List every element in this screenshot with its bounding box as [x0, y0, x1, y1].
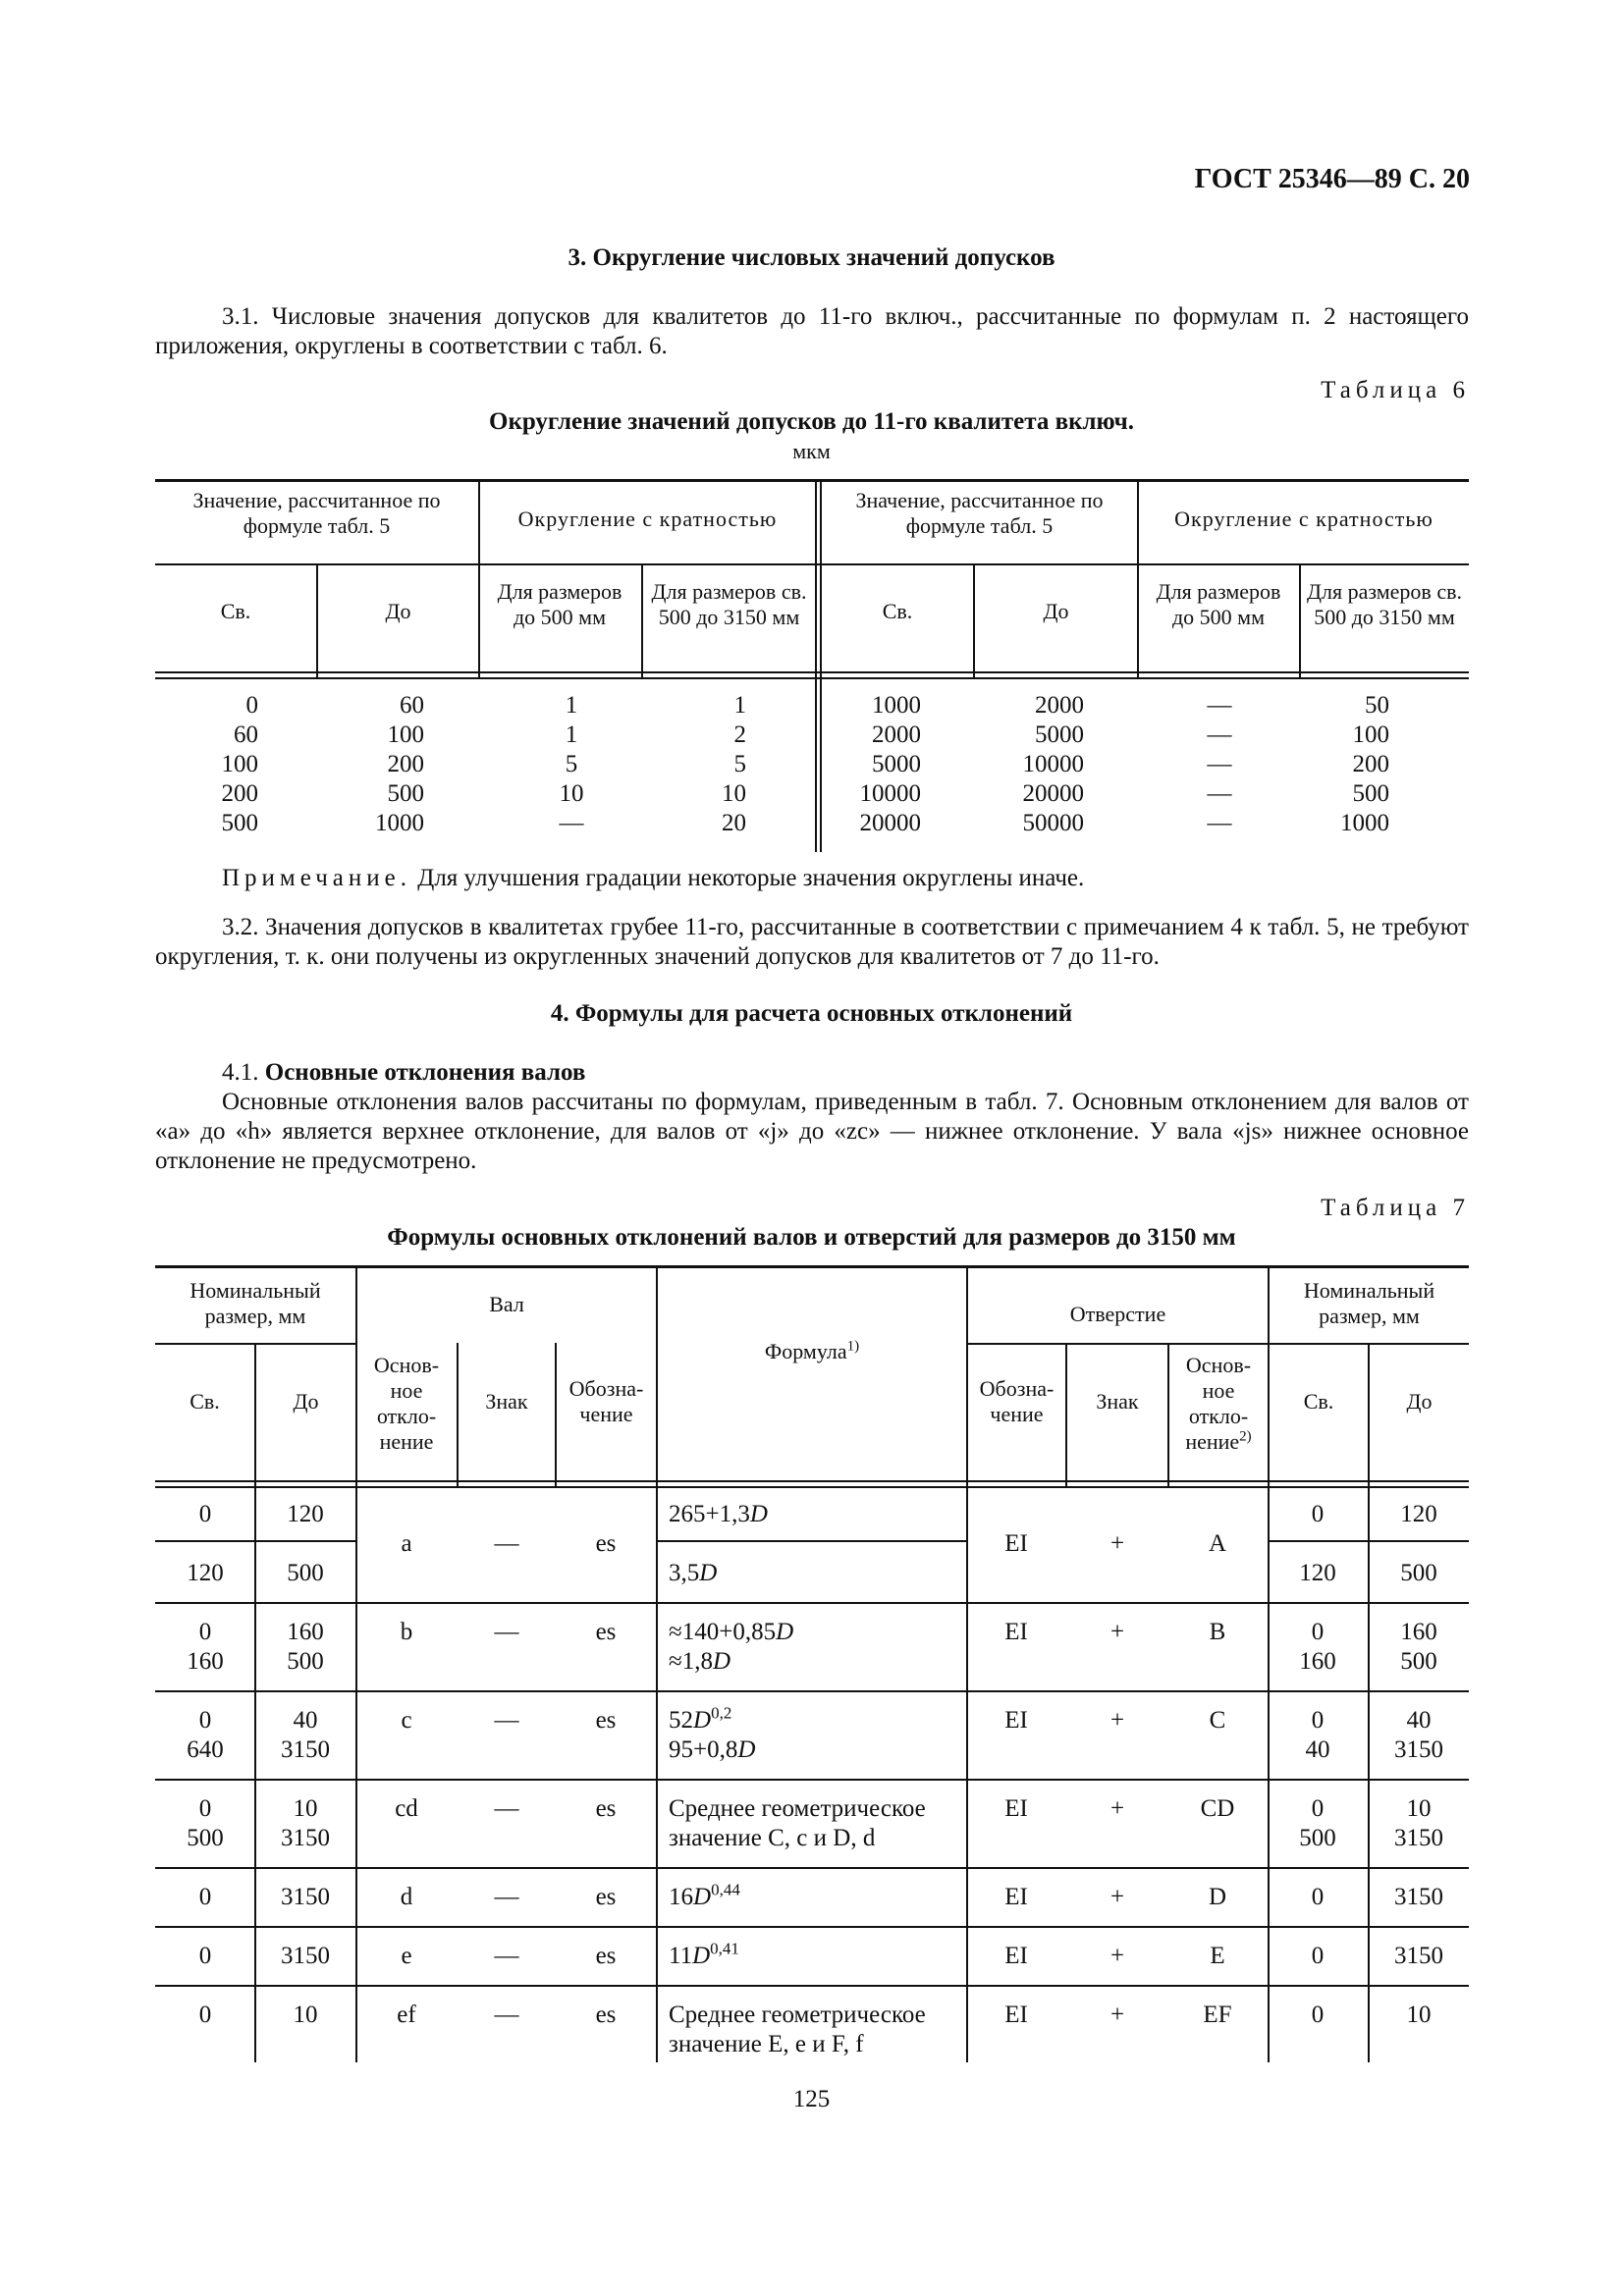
formula-part: Среднее геометрическое значение C, c и D, d [669, 1795, 926, 1851]
t7-head-nominal-right: Номинальный размер, мм [1303, 1278, 1435, 1328]
t7-cell: 120 [187, 1560, 224, 1586]
t6-head-round-left: Округление с кратностью [517, 507, 778, 531]
formula-part: 265+1,3 [669, 1501, 750, 1527]
t7-cell: es [595, 1884, 617, 1910]
t7-cell: 120 [1299, 1560, 1336, 1586]
t6-cell: 1 [733, 692, 746, 719]
t6-head-round-right: Округление с кратностью [1174, 507, 1434, 531]
t7-cell: E [1210, 1943, 1225, 1969]
formula-part: D [693, 1707, 712, 1734]
t6-cell: 1000 [375, 810, 424, 836]
t6-cell: 1000 [1340, 810, 1389, 836]
t6-cell: 2000 [872, 721, 921, 748]
t6-head-over500-left: Для размеров св. 500 до 3150 мм [651, 579, 807, 629]
t7-cell: + [1109, 1619, 1125, 1645]
formula-a-1 [669, 1500, 963, 1529]
t7-cell: c [401, 1707, 412, 1734]
formula-part: 0,2 [711, 1703, 732, 1723]
t7-cell: — [494, 2002, 519, 2028]
table-6-unit: мкм [792, 439, 831, 463]
t7-head-nominal-left: Номинальный размер, мм [189, 1278, 321, 1328]
table-6-label: Таблица 6 [1321, 377, 1470, 403]
t6-cell: 5000 [1035, 721, 1084, 748]
t7-cell: + [1109, 1530, 1125, 1557]
t6-cell: 500 [1352, 780, 1389, 807]
page-number: 125 [792, 2086, 831, 2112]
t7-cell: 10 3150 [281, 1795, 330, 1851]
p41-title: Основные отклонения валов [264, 1059, 586, 1086]
t7-head-shaft: Вал [489, 1292, 524, 1316]
t7-cell: 0 [198, 1501, 212, 1527]
t7-cell: + [1109, 1943, 1125, 1969]
t6-cell: 5 [733, 751, 746, 777]
table-7-title: Формулы основных отклонений валов и отверстий для размеров до 3150 мм [387, 1224, 1236, 1251]
formula-a-2 [669, 1559, 963, 1588]
t6-cell: — [1207, 780, 1232, 807]
t7-head-basic-dev-hole: Основ- ное откло- нение$^{2)}$ [1185, 1353, 1252, 1454]
t7-cell: — [494, 1530, 519, 1557]
note-text: Для улучшения градации некоторые значения округлены иначе. [411, 865, 1085, 891]
t7-cell: cd [395, 1795, 418, 1822]
paragraph-4-1-heading [222, 1058, 585, 1088]
formula-part: D [712, 1648, 731, 1675]
t7-cell: EI [1004, 1619, 1028, 1645]
t6-cell: — [1207, 810, 1232, 836]
t7-cell: C [1209, 1707, 1226, 1734]
t7-cell: — [494, 1707, 519, 1734]
formula-d [669, 1880, 963, 1912]
t6-cell: 500 [221, 810, 258, 836]
t7-cell: es [595, 1707, 617, 1734]
formula-part: D [737, 1736, 756, 1763]
t7-cell: EI [1004, 1884, 1028, 1910]
paragraph-3-2: 3.2. Значения допусков в квалитетах грубее 11-го, рассчитанные в соответствии с примечанием 4 к табл. 5, не требуют округления, т. к. они получены из округленных значений допусков для квалитетов от 7 до 11-го. [155, 914, 1469, 970]
t7-head-basic-dev-shaft: Основ- ное откло- нение [373, 1353, 440, 1454]
t6-head-to-left: До [385, 599, 411, 623]
t7-cell: 0 160 [1299, 1619, 1336, 1675]
t7-head-to-right: До [1406, 1389, 1433, 1414]
formula-part: 0,44 [711, 1880, 740, 1899]
formula-part: ≈1,8 [669, 1648, 713, 1675]
paragraph-3-1: 3.1. Числовые значения допусков для квалитетов до 11-го включ., рассчитанные по формулам п. 2 настоящего приложения, округлены в соответствии с табл. 6. [155, 303, 1469, 359]
t6-cell: 50 [1365, 692, 1389, 719]
formula-part: D [776, 1619, 794, 1645]
t7-cell: 10 3150 [1394, 1795, 1443, 1851]
t6-head-upto500-left: Для размеров до 500 мм [497, 579, 622, 629]
formula-part: 95+0,8 [669, 1736, 738, 1763]
t7-cell: D [1208, 1884, 1227, 1910]
t6-cell: 100 [387, 721, 424, 748]
t7-cell: es [595, 1619, 617, 1645]
t7-cell: B [1209, 1619, 1226, 1645]
t7-cell: — [494, 1795, 519, 1822]
formula-part: 3,5 [669, 1560, 700, 1586]
t6-head-calc-left: Значение, рассчитанное по формуле табл. 5 [192, 488, 441, 538]
t6-cell: — [1207, 751, 1232, 777]
t7-cell: EI [1004, 2002, 1028, 2028]
t7-cell: EI [1004, 1943, 1028, 1969]
t7-head-to-left: До [293, 1389, 319, 1414]
t7-head-from-left: Св. [189, 1389, 220, 1414]
t6-head-from-left: Св. [220, 599, 251, 623]
t7-cell: 0 500 [1299, 1795, 1336, 1851]
t7-cell: — [494, 1619, 519, 1645]
table-6-title: Округление значений допусков до 11-го квалитета включ. [489, 408, 1134, 435]
t7-cell: 3150 [1394, 1884, 1443, 1910]
t7-head-hole: Отверстие [1069, 1302, 1166, 1326]
t6-cell: 200 [387, 751, 424, 777]
t7-cell: es [595, 1530, 617, 1557]
t6-cell: 1 [565, 692, 578, 719]
t7-cell: EF [1203, 2002, 1232, 2028]
t7-cell: 0 500 [187, 1795, 224, 1851]
t6-cell: 10000 [859, 780, 921, 807]
t6-cell: 10 [722, 780, 746, 807]
t7-cell: 160 500 [287, 1619, 324, 1675]
t7-cell: A [1208, 1530, 1227, 1557]
t7-cell: 0 160 [187, 1619, 224, 1675]
formula-ef [669, 2001, 963, 2059]
t7-cell: 0 40 [1305, 1707, 1330, 1763]
t6-cell: 5000 [872, 751, 921, 777]
t7-cell: 0 [1311, 1943, 1325, 1969]
t6-cell: 500 [387, 780, 424, 807]
t6-cell: 0 [245, 692, 258, 719]
t7-cell: — [494, 1884, 519, 1910]
t7-head-sign-shaft: Знак [485, 1389, 528, 1414]
t7-cell: a [401, 1530, 412, 1557]
t7-cell: 0 640 [187, 1707, 224, 1763]
t7-cell: EI [1004, 1795, 1028, 1822]
t6-head-over500-right: Для размеров св. 500 до 3150 мм [1307, 579, 1462, 629]
t7-cell: 3150 [281, 1884, 330, 1910]
t7-cell: 0 [1311, 2002, 1325, 2028]
t7-cell: + [1109, 2002, 1125, 2028]
t7-head-formula: Формула$^{1)}$ [764, 1338, 860, 1363]
t6-cell: 10 [559, 780, 584, 807]
formula-part: D [699, 1560, 718, 1586]
t7-cell: 3150 [1394, 1943, 1443, 1969]
t6-head-calc-right: Значение, рассчитанное по формуле табл. 5 [855, 488, 1104, 538]
t7-cell: 0 [198, 1884, 212, 1910]
formula-c [669, 1703, 963, 1765]
t7-cell: EI [1004, 1530, 1028, 1557]
t7-cell: 500 [287, 1560, 324, 1586]
paragraph-4-1: Основные отклонения валов рассчитаны по формулам, приведенным в табл. 7. Основным отклонением для валов от «a» до «h» является верхнее отклонение, для валов от «j» до «zc» — нижнее отклонение. У вала «js» нижнее основное отклонение не предусмотрено. [155, 1089, 1469, 1174]
t7-cell: 10 [1406, 2002, 1432, 2028]
t6-cell: 1 [565, 721, 578, 748]
t7-cell: es [595, 2002, 617, 2028]
t6-cell: — [559, 810, 584, 836]
t7-cell: ef [397, 2002, 416, 2028]
t7-cell: 40 3150 [1394, 1707, 1443, 1763]
formula-part: ≈140+0,85 [669, 1619, 777, 1645]
formula-part: D [749, 1501, 768, 1527]
t6-cell: 60 [400, 692, 424, 719]
t7-cell: + [1109, 1707, 1125, 1734]
t6-cell: 200 [1352, 751, 1389, 777]
t7-cell: + [1109, 1795, 1125, 1822]
section-3-title: 3. Округление числовых значений допусков [568, 244, 1055, 271]
t7-cell: 500 [1400, 1560, 1437, 1586]
formula-part: D [692, 1943, 711, 1969]
t6-cell: 100 [1352, 721, 1389, 748]
t6-cell: 10000 [1022, 751, 1084, 777]
t7-head-designation-shaft: Обозна- чение [568, 1376, 644, 1426]
t7-cell: 0 [1311, 1501, 1325, 1527]
formula-part: 52 [669, 1707, 693, 1734]
t7-cell: 0 [198, 2002, 212, 2028]
t7-cell: EI [1004, 1707, 1028, 1734]
t6-cell: 2000 [1035, 692, 1084, 719]
t6-cell: 5 [565, 751, 578, 777]
formula-cd [669, 1794, 963, 1853]
t7-cell: 40 3150 [281, 1707, 330, 1763]
formula-part: 0,41 [710, 1939, 739, 1958]
t7-cell: 0 [1311, 1884, 1325, 1910]
t7-cell: e [401, 1943, 412, 1969]
formula-part: D [693, 1884, 712, 1910]
t7-cell: 120 [1400, 1501, 1437, 1527]
t6-cell: 20 [722, 810, 746, 836]
t6-cell: — [1207, 692, 1232, 719]
t7-cell: CD [1200, 1795, 1235, 1822]
t7-cell: 3150 [281, 1943, 330, 1969]
t6-head-upto500-right: Для размеров до 500 мм [1156, 579, 1281, 629]
t7-head-sign-hole: Знак [1096, 1389, 1139, 1414]
t7-cell: 160 500 [1400, 1619, 1437, 1675]
t7-cell: es [595, 1943, 617, 1969]
t7-cell: b [400, 1619, 413, 1645]
section-4-title: 4. Формулы для расчета основных отклонений [550, 1000, 1073, 1027]
t6-cell: 20000 [1022, 780, 1084, 807]
t7-cell: 10 [293, 2002, 318, 2028]
formula-part: 11 [669, 1943, 693, 1969]
table-6-note [222, 864, 1084, 893]
t6-head-from-right: Св. [882, 599, 913, 623]
t6-cell: 1000 [872, 692, 921, 719]
t6-cell: 100 [221, 751, 258, 777]
t7-head-designation-hole: Обозна- чение [979, 1376, 1055, 1426]
t7-head-from-right: Св. [1303, 1389, 1334, 1414]
formula-e [669, 1939, 963, 1971]
formula-part: 16 [669, 1884, 693, 1910]
t7-cell: 0 [198, 1943, 212, 1969]
t7-cell: 120 [287, 1501, 324, 1527]
formula-b [669, 1618, 963, 1677]
t7-cell: d [400, 1884, 413, 1910]
t6-cell: 50000 [1022, 810, 1084, 836]
t7-cell: + [1109, 1884, 1125, 1910]
t6-cell: 2 [733, 721, 746, 748]
t7-cell: — [494, 1943, 519, 1969]
note-label: Примечание. [222, 865, 412, 891]
t6-cell: 60 [234, 721, 258, 748]
t6-cell: 200 [221, 780, 258, 807]
t6-cell: — [1207, 721, 1232, 748]
t6-cell: 20000 [859, 810, 921, 836]
page-header: ГОСТ 25346—89 С. 20 [1194, 164, 1470, 194]
p41-num: 4.1. [222, 1059, 265, 1086]
table-7-label: Таблица 7 [1321, 1195, 1470, 1221]
t7-cell: es [595, 1795, 617, 1822]
t6-head-to-right: До [1043, 599, 1069, 623]
formula-part: Среднее геометрическое значение E, e и F, f [669, 2002, 926, 2057]
